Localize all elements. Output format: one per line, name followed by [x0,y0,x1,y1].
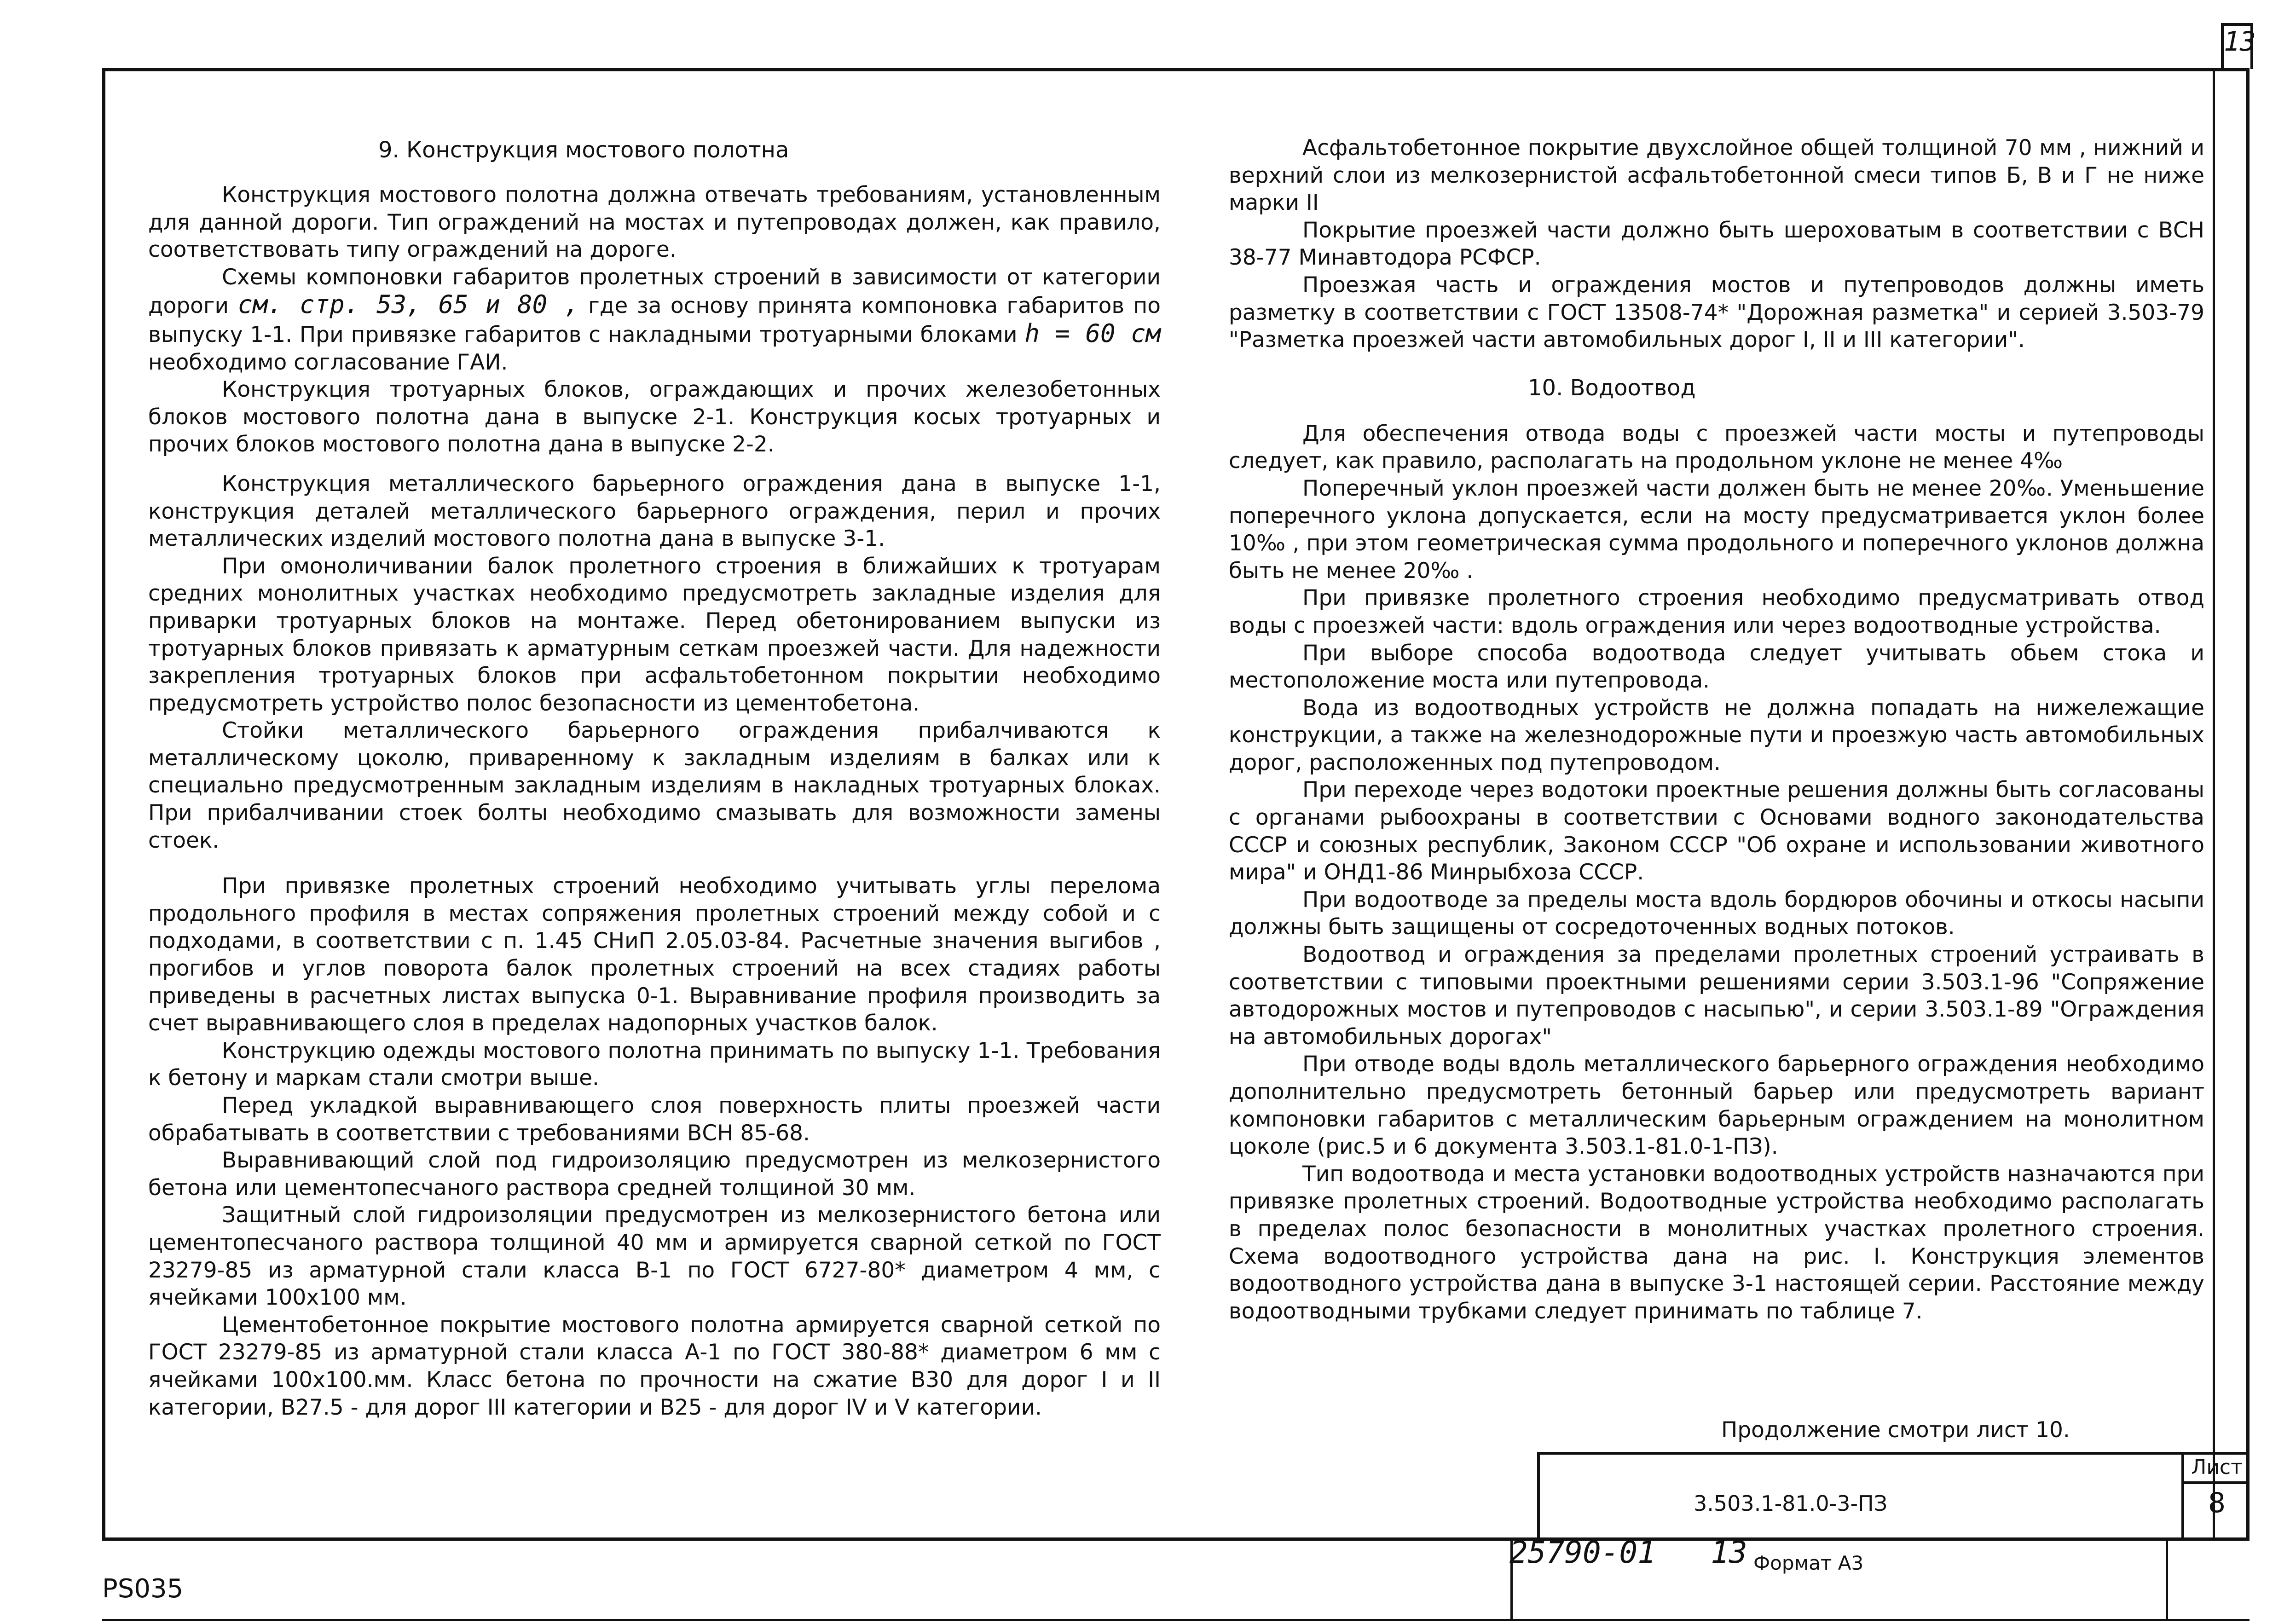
inventory-row-divider [2166,1541,2168,1619]
handwritten-height: h = 60 см [1024,318,1161,348]
sheet-label: Лист [2184,1455,2250,1484]
document-code: 3.503.1-81.0-3-ПЗ [1694,1491,1888,1516]
paragraph: Конструкция тротуарных блоков, ограждающих и прочих железобетонных блоков мостового полотна дана в выпуске 2-1. Конструкция косых тротуарных и прочих блоков мостового полотна дана в выпуске 2-2. [148,377,1161,457]
paragraph: При водоотводе за пределы моста вдоль бордюров обочины и откосы насыпи должны быть защищены от сосредоточенных водных потоков. [1229,887,2204,940]
paragraph: Цементобетонное покрытие мостового полотна армируется сварной сеткой по ГОСТ 23279-85 из арматурной стали класса А-1 по ГОСТ 380-88* диаметром 6 мм с ячейками 100х100.мм. Класс бетона по прочности на сжатие В30 для дорог I и II категории, В27.5 - для дорог III категории и В25 - для дорог IV и V категории. [148,1312,1161,1420]
section-9-heading: 9. Конструкция мостового полотна [378,137,789,163]
paragraph: Конструкцию одежды мостового полотна принимать по выпуску 1-1. Требования к бетону и маркам стали смотри выше. [148,1038,1161,1091]
paragraph: Конструкция металлического барьерного ограждения дана в выпуске 1-1, конструкция деталей металлического барьерного ограждения, перил и прочих металлических изделий мостового полотна дана в выпуске 3-1. [148,471,1161,552]
paragraph: Схемы компоновки габаритов пролетных строений в зависимости от категории дороги см. стр. 53, 65 и 80 , где за основу принята компоновка габаритов по выпуску 1-1. При привязке габаритов с накладными тротуарными блоками h = 60 см необходимо согласование ГАИ. [148,264,1161,375]
paragraph: Поперечный уклон проезжей части должен быть не менее 20‰. Уменьшение поперечного уклона допускается, если на мосту предусматривается уклон более 10‰ , при этом геометрическая сумма продольного и поперечного уклонов должна быть не менее 20‰ . [1229,475,2204,584]
paper-format: Формат А3 [1753,1552,1864,1574]
sheet-box [2181,1452,2250,1539]
left-column [148,134,1161,1421]
top-sheet-number: 13 [2224,26,2256,57]
paragraph: При отводе воды вдоль металлического барьерного ограждения необходимо дополнительно предусмотреть бетонный барьер или предусмотреть вариант компоновки габаритов с металлическим барьерным ограждением на монолитном цоколе (рис.5 и 6 документа 3.503.1-81.0-1-ПЗ). [1229,1052,2204,1160]
sheet-number: 8 [2208,1487,2226,1519]
bottom-border [102,1619,2250,1621]
handwritten-pages: см. стр. 53, 65 и 80 , [237,290,579,319]
paragraph: При привязке пролетных строений необходимо учитывать углы перелома продольного профиля в местах сопряжения пролетных строений между собой и с подходами, в соответствии с п. 1.45 СНиП 2.05.03-84. Расчетные значения выгибов , прогибов и углов поворота балок пролетных строений на всех стадиях работы приведены в расчетных листах выпуска 0-1. Выравнивание профиля производить за счет выравнивающего слоя в пределах надопорных участков балок. [148,873,1161,1036]
paragraph: Проезжая часть и ограждения мостов и путепроводов должны иметь разметку в соответствии с ГОСТ 13508-74* "Дорожная разметка" и серией 3.503-79 "Разметка проезжей части автомобильных дорог I, II и III категории". [1229,272,2204,353]
paragraph: При омоноличивании балок пролетного строения в ближайших к тротуарам средних монолитных участках необходимо предусмотреть закладные изделия для приварки тротуарных блоков на монтаже. Перед обетонированием выпуски из тротуарных блоков привязать к арматурным сеткам проезжей части. Для надежности закрепления тротуарных блоков при асфальтобетонном покрытии необходимо предусмотреть устройство полос безопасности из цементобетона. [148,553,1161,716]
paragraph: Выравнивающий слой под гидроизоляцию предусмотрен из мелкозернистого бетона или цементопесчаного раствора средней толщиной 30 мм. [148,1148,1161,1201]
paragraph: Конструкция мостового полотна должна отвечать требованиям, установленным для данной дороги. Тип ограждений на мостах и путепроводах должен, как правило, соответствовать типу ограждений на дороге. [148,182,1161,263]
right-column [1229,134,2204,1325]
paragraph: Вода из водоотводных устройств не должна попадать на нижележащие конструкции, а также на железнодорожные пути и проезжую часть автомобильных дорог, расположенных под путепроводом. [1229,695,2204,775]
paragraph: Для обеспечения отвода воды с проезжей части мосты и путепроводы следует, как правило, располагать на продольном уклоне не менее 4‰ [1229,421,2204,474]
paragraph: Тип водоотвода и места установки водоотводных устройств назначаются при привязке пролетных строений. Водоотводные устройства необходимо располагать в пределах полос безопасности в монолитных участках пролетного строения. Схема водоотводного устройства дана на рис. I. Конструкция элементов водоотводного устройства дана в выпуске 3-1 настоящей серии. Расстояние между водоотводными трубками следует принимать по таблице 7. [1229,1161,2204,1324]
ps-code: PS035 [102,1574,184,1604]
right-margin-strip [2213,69,2250,1541]
paragraph: Покрытие проезжей части должно быть шероховатым в соответствии с ВСН 38-77 Минавтодора РСФСР. [1229,217,2204,271]
paragraph: При переходе через водотоки проектные решения должны быть согласованы с органами рыбоохраны в соответствии с Основами водного законодательства СССР и союзных республик, Законом СССР "Об охране и использовании животного мира" и ОНД1-86 Минрыбхоза СССР. [1229,777,2204,885]
paragraph: Стойки металлического барьерного ограждения прибалчиваются к металлическому цоколю, приваренному к закладным изделиям в балках или к специально предусмотренным закладным изделиям в накладных тротуарных блоках. При прибалчивании стоек болты необходимо смазывать для возможности замены стоек. [148,718,1161,853]
paragraph: При выборе способа водоотвода следует учитывать обьем стока и местоположение моста или путепровода. [1229,640,2204,694]
paragraph: Асфальтобетонное покрытие двухслойное общей толщиной 70 мм , нижний и верхний слои из мелкозернистой асфальтобетонной смеси типов Б, В и Г не ниже марки II [1229,135,2204,216]
inventory-number: 25790-01 13 [1509,1535,1747,1570]
paragraph: Защитный слой гидроизоляции предусмотрен из мелкозернистого бетона или цементопесчаного раствора толщиной 40 мм и армируется сварной сеткой по ГОСТ 23279-85 из арматурной стали класса В-1 по ГОСТ 6727-80* диаметром 4 мм, с ячейками 100х100 мм. [148,1202,1161,1311]
paragraph: При привязке пролетного строения необходимо предусматривать отвод воды с проезжей части: вдоль ограждения или через водоотводные устройства. [1229,585,2204,638]
section-10-heading: 10. Водоотвод [1528,375,1696,401]
paragraph: Водоотвод и ограждения за пределами пролетных строений устраивать в соответствии с типовыми проектными решениями серии 3.503.1-96 "Сопряжение автодорожных мостов и путепроводов с насыпью", и серии 3.503.1-89 "Ограждения на автомобильных дорогах" [1229,942,2204,1050]
continuation-note: Продолжение смотри лист 10. [1721,1417,2070,1443]
paragraph: Перед укладкой выравнивающего слоя поверхность плиты проезжей части обрабатывать в соответствии с требованиями ВСН 85-68. [148,1093,1161,1146]
